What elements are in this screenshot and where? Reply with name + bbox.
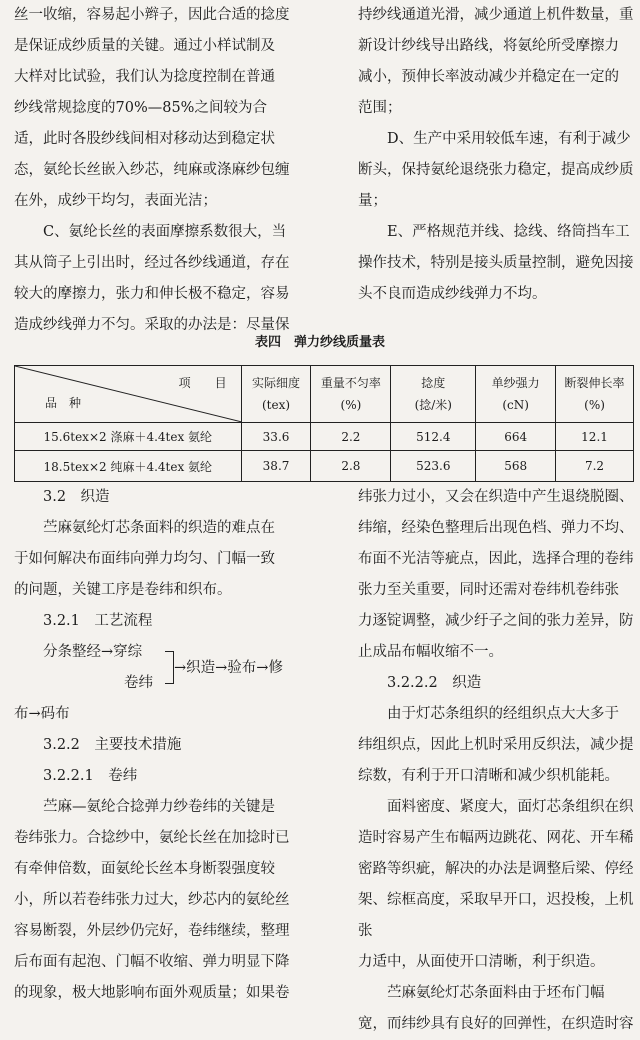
diagonal-header-cell (15, 366, 242, 423)
text-line: 面料密度、紧度大，面灯芯条组织在织 (387, 799, 634, 815)
text-line: 力逐锭调整，减少纡子之间的张力差异，防 (358, 613, 634, 629)
bottom-left-column (14, 482, 306, 1009)
text-line: 范围； (358, 100, 402, 116)
text-line: 造成纱线弹力不匀。采取的办法是：尽量保 (14, 317, 290, 333)
text-line: 适，此时各股纱线间相对移动达到稳定状 (14, 131, 275, 147)
section-heading: 3.2.1 工艺流程 (43, 613, 153, 629)
text-line: 减小，预伸长率波动减少并稳定在一定的 (358, 69, 619, 85)
text-line: 操作技术，特别是接头质量控制，避免因接 (358, 255, 634, 271)
text-line: 止成品布幅收缩不一。 (358, 644, 503, 660)
table-cell: 7.2 (556, 451, 634, 482)
process-flow (14, 637, 306, 730)
text-line: 力适中，从面使开口清晰，利于织造。 (358, 954, 605, 970)
table-cell: 33.6 (241, 423, 311, 451)
header-item-label: 项 目 (178, 376, 227, 390)
table-caption: 表四 弹力纱线质量表 (254, 335, 385, 350)
flow-step-end: 布→码布 (14, 706, 70, 722)
table-cell: 568 (476, 451, 556, 482)
table-cell: 664 (476, 423, 556, 451)
text-line: 苎麻—氨纶合捻弹力纱卷纬的关键是 (43, 799, 275, 815)
text-line: 宽，而纬纱具有良好的回弹性，在织造时容 (358, 1016, 634, 1032)
bottom-right-column (358, 482, 636, 1040)
table-row (15, 451, 634, 482)
text-line: 在外，成纱干均匀，表面光洁； (14, 193, 217, 209)
text-line: 的现象，极大地影响布面外观质量；如果卷 (14, 985, 290, 1001)
text-line: 有牵伸倍数，面氨纶长丝本身断裂强度较 (14, 861, 275, 877)
column-header: 单纱强力 (cN) (476, 366, 556, 423)
text-line: 断头，保持氨纶退绕张力稳定，提高成纱质 (358, 162, 634, 178)
table-cell: 2.2 (311, 423, 391, 451)
text-line: 于如何解决布面纬向弹力均匀、门幅一致 (14, 551, 275, 567)
section-heading: 3.2.2.2 织造 (387, 675, 482, 691)
text-line: 头不良而造成纱线弹力不均。 (358, 286, 547, 302)
text-line: 纱线常规捻度的70%—85%之间较为合 (14, 100, 267, 116)
text-line: 是保证成纱质量的关键。通过小样试制及 (14, 38, 275, 54)
text-line: 后布面有起泡、门幅不收缩、弹力明显下降 (14, 954, 290, 970)
section-heading: 3.2.2.1 卷纬 (43, 768, 138, 784)
table-cell: 523.6 (391, 451, 476, 482)
column-header: 捻度 (捻/米) (391, 366, 476, 423)
text-line: 容易断裂，外层纱仍完好，卷纬继续，整理 (14, 923, 290, 939)
text-line: 较大的摩擦力，张力和伸长极不稳定，容易 (14, 286, 290, 302)
table-cell: 12.1 (556, 423, 634, 451)
table-row (15, 423, 634, 451)
column-header: 重量不匀率 (%) (311, 366, 391, 423)
text-line: 小，所以若卷纬张力过大，纱芯内的氨纶丝 (14, 892, 290, 908)
table-cell: 15.6tex×2 涤麻＋4.4tex 氨纶 (15, 423, 242, 451)
top-right-column (358, 0, 636, 310)
flow-steps-main: →织造→验布→修 (174, 660, 283, 676)
table-cell: 512.4 (391, 423, 476, 451)
text-line: C、氨纶长丝的表面摩擦系数很大，当 (43, 224, 287, 240)
section-heading: 3.2 织造 (43, 489, 110, 505)
text-line: 纬缩，经染色整理后出现色档、弹力不均、 (358, 520, 634, 536)
header-variety-label: 品 种 (45, 396, 82, 410)
flow-step-pirn-winding: 卷纬 (124, 675, 153, 691)
text-line: 丝一收缩，容易起小辫子，因此合适的捻度 (14, 7, 290, 23)
quality-table (14, 365, 634, 482)
flow-bracket (165, 651, 174, 684)
column-header: 实际细度 (tex) (241, 366, 311, 423)
text-line: 量； (358, 193, 387, 209)
text-line: 由于灯芯条组织的经组织点大大多于 (387, 706, 619, 722)
text-line: 架、综框高度，采取早开口，迟投梭，上机张 (358, 892, 634, 939)
text-line: 其从筒子上引出时，经过各纱线通道，存在 (14, 255, 290, 271)
flow-step-warping: 分条整经→穿综 (43, 644, 143, 660)
text-line: 态，氨纶长丝嵌入纱芯，纯麻或涤麻纱包缠 (14, 162, 290, 178)
text-line: 纬组织点，因此上机时采用反织法，减少提 (358, 737, 634, 753)
text-line: 卷纬张力。合捻纱中，氨纶长丝在加捻时已 (14, 830, 290, 846)
column-header: 断裂伸长率 (%) (556, 366, 634, 423)
text-line: 张力至关重要，同时还需对卷纬机卷纬张 (358, 582, 619, 598)
table-cell: 18.5tex×2 纯麻＋4.4tex 氨纶 (15, 451, 242, 482)
table-header-row (15, 366, 634, 423)
text-line: 的问题，关键工序是卷纬和织布。 (14, 582, 232, 598)
text-line: 大样对比试验，我们认为捻度控制在普通 (14, 69, 275, 85)
top-left-column (14, 0, 304, 341)
text-line: 新设计纱线导出路线，将氨纶所受摩擦力 (358, 38, 619, 54)
text-line: 密路等织疵，解决的办法是调整后梁、停经 (358, 861, 634, 877)
text-line: 造时容易产生布幅两边跳花、网花、开车稀 (358, 830, 634, 846)
text-line: D、生产中采用较低车速，有利于减少 (387, 131, 631, 147)
text-line: 综数，有利于开口清晰和减少织机能耗。 (358, 768, 619, 784)
section-heading: 3.2.2 主要技术措施 (43, 737, 182, 753)
text-line: 持纱线通道光滑，减少通道上机件数量，重 (358, 7, 634, 23)
table-cell: 2.8 (311, 451, 391, 482)
text-line: 纬张力过小，又会在织造中产生退绕脱圈、 (358, 489, 634, 505)
text-line: 苎麻氨纶灯芯条面料由于坯布门幅 (387, 985, 605, 1001)
text-line: 布面不光洁等疵点，因此，选择合理的卷纬 (358, 551, 634, 567)
table-cell: 38.7 (241, 451, 311, 482)
text-line: E、严格规范并线、捻线、络筒挡车工 (387, 224, 630, 240)
text-line: 苎麻氨纶灯芯条面料的织造的难点在 (43, 520, 275, 536)
